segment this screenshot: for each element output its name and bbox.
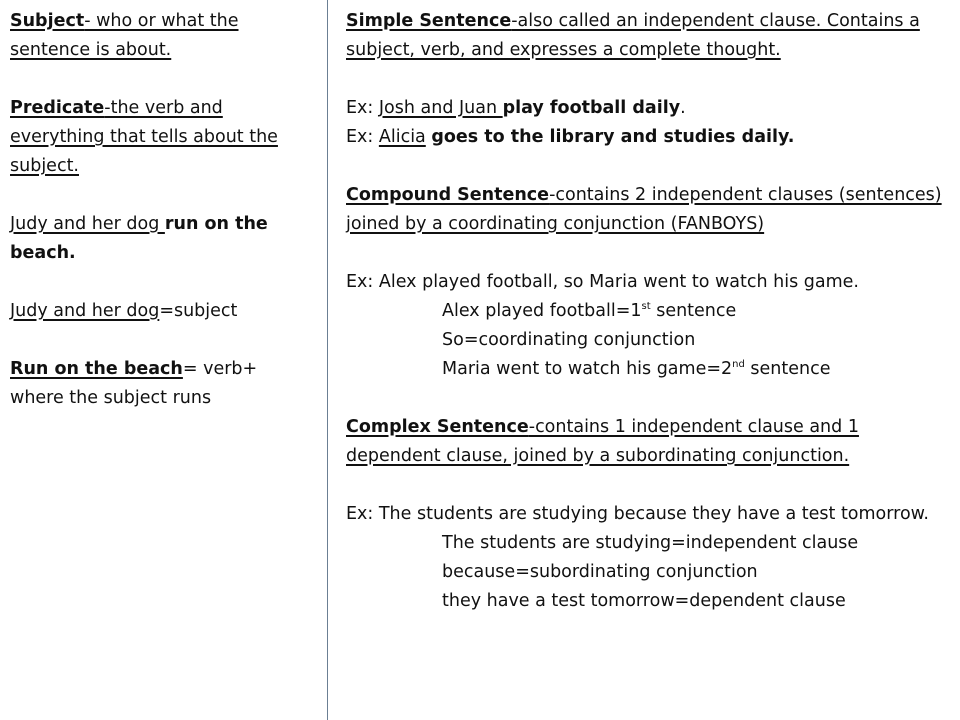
predicate-label: Run on the beach — [10, 359, 183, 379]
simple-term: Simple Sentence — [346, 11, 512, 31]
column-divider — [327, 0, 328, 720]
complex-sentence-definition — [346, 413, 946, 471]
subject-def: - who or what the sentence is about. — [10, 11, 239, 60]
example-predicate: run on the beach. — [10, 214, 268, 263]
simple-sentence-definition — [346, 7, 946, 65]
compound-breakdown-3 — [346, 355, 946, 384]
ex-prefix: Ex: — [346, 98, 379, 118]
compound-line3-end: sentence — [744, 359, 831, 379]
subject-definition — [10, 7, 310, 65]
right-column — [346, 7, 946, 616]
complex-breakdown-3: they have a test tomorrow=dependent clause — [442, 591, 846, 611]
compound-breakdown-1 — [346, 297, 946, 326]
compound-term: Compound Sentence — [346, 185, 550, 205]
complex-example: Ex: The students are studying because they have a test tomorrow. — [346, 504, 929, 524]
predicate-identification — [10, 355, 310, 413]
ex-prefix: Ex: — [346, 127, 379, 147]
compound-breakdown-2: So=coordinating conjunction — [442, 330, 696, 350]
complex-breakdown-2: because=subordinating conjunction — [442, 562, 758, 582]
complex-def: -contains 1 independent clause and 1 dependent clause, joined by a subordinating conjunction. — [346, 417, 859, 466]
compound-def: -contains 2 independent clauses (sentences) joined by a coordinating conjunction (FANBOYS) — [346, 185, 942, 234]
complex-breakdown-1: The students are studying=independent clause — [442, 533, 859, 553]
subject-identification — [10, 297, 310, 326]
left-column — [10, 7, 310, 413]
simple-ex1-subject: Josh and Juan — [378, 98, 503, 118]
simple-example-2 — [346, 123, 946, 152]
predicate-term: Predicate — [10, 98, 105, 118]
simple-example-1 — [346, 94, 946, 123]
subject-label: Judy and her dog — [10, 301, 160, 321]
ordinal-suffix: st — [641, 301, 651, 313]
example-sentence — [10, 210, 310, 268]
complex-term: Complex Sentence — [346, 417, 529, 437]
subject-term: Subject — [10, 11, 85, 31]
subject-equals: =subject — [159, 301, 238, 321]
simple-ex1-predicate: play football daily — [502, 98, 681, 118]
simple-def: -also called an independent clause. Contains a subject, verb, and expresses a complete thought. — [346, 11, 920, 60]
compound-example: Ex: Alex played football, so Maria went to watch his game. — [346, 272, 859, 292]
compound-line3-text: Maria went to watch his game=2 — [442, 359, 733, 379]
simple-ex2-subject: Alicia — [378, 127, 426, 147]
compound-line1-text: Alex played football=1 — [442, 301, 642, 321]
compound-sentence-definition — [346, 181, 946, 239]
predicate-def: -the verb and everything that tells about the subject. — [10, 98, 278, 176]
simple-ex2-predicate: goes to the library and studies daily. — [431, 127, 795, 147]
example-subject: Judy and her dog — [10, 214, 165, 234]
predicate-definition — [10, 94, 310, 181]
ex-end: . — [680, 98, 686, 118]
ordinal-suffix: nd — [732, 359, 745, 371]
compound-line1-end: sentence — [650, 301, 737, 321]
predicate-equals: = verb+ where the subject runs — [10, 359, 258, 408]
